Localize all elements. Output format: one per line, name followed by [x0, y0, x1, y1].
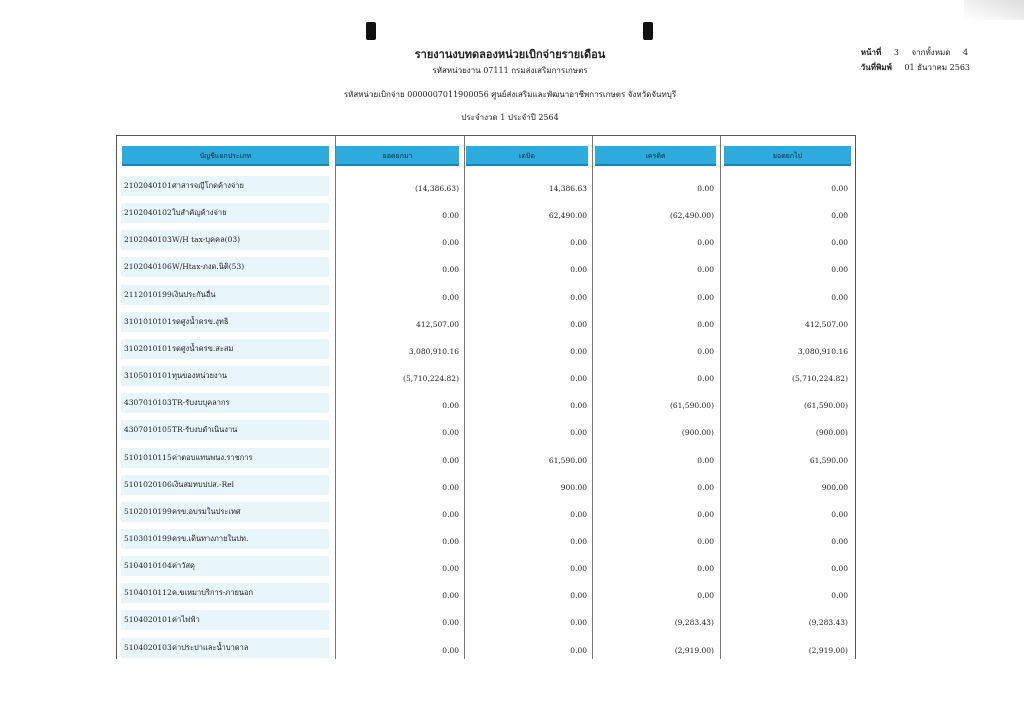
account-cell — [121, 339, 329, 359]
account-code: 5104020103 — [124, 642, 172, 652]
carried-forward-value: 3,080,910.16 — [797, 346, 848, 356]
table-row — [117, 339, 857, 359]
table-row — [117, 502, 857, 522]
credit-value: 0.00 — [697, 482, 714, 492]
page-corner-fold — [964, 0, 1024, 20]
page-info — [861, 45, 980, 75]
account-cell — [121, 230, 329, 250]
carried-forward-value: (61,590.00) — [803, 401, 848, 411]
account-code: 4307010105 — [124, 425, 172, 435]
table-row — [117, 529, 857, 549]
brought-forward-value: (5,710,224.82) — [403, 374, 459, 384]
credit-value: (62,490.00) — [669, 211, 714, 221]
credit-value: 0.00 — [697, 591, 714, 601]
account-name: เงินสมทบปปส.-Rel — [172, 479, 235, 489]
credit-value: 0.00 — [697, 564, 714, 574]
brought-forward-value: 0.00 — [442, 292, 459, 302]
account-name: W/Htax-ภงด.นิติ(53) — [172, 262, 245, 272]
account-name: ทุนของหน่วยงาน — [172, 371, 228, 381]
account-code: 5103010199 — [124, 533, 172, 543]
brought-forward-value: 0.00 — [442, 509, 459, 519]
page-number: 3 — [893, 48, 899, 57]
carried-forward-value: 0.00 — [831, 211, 848, 221]
debit-value: 0.00 — [570, 509, 587, 519]
table-row — [117, 475, 857, 495]
account-name: ค่าไฟฟ้า — [172, 615, 200, 625]
account-code: 5104010104 — [124, 561, 172, 571]
account-name: รดศูงน้ำครข.สะสม — [172, 343, 234, 353]
carried-forward-value: 0.00 — [831, 292, 848, 302]
page-label: หน้าที่ — [860, 47, 882, 57]
header-carried-forward: ยอดยกไป — [724, 146, 851, 166]
carried-forward-value: (2,919.00) — [808, 645, 848, 655]
credit-value: (9,283.43) — [674, 618, 714, 628]
table-row — [117, 610, 857, 630]
account-code: 5101020106 — [124, 479, 172, 489]
account-name: เงินประกันอื่น — [172, 289, 216, 299]
account-code: 2112010199 — [124, 289, 172, 299]
brought-forward-value: 0.00 — [442, 455, 459, 465]
header-credit: เครดิต — [595, 146, 716, 166]
account-code: 5101010115 — [124, 452, 172, 462]
debit-value: 0.00 — [570, 374, 587, 384]
account-name: ศาสารจญีโกดค้างจ่าย — [172, 181, 244, 190]
table-row — [117, 285, 857, 305]
header-account: บัญชีแยกประเภท — [122, 146, 329, 166]
debit-value: 0.00 — [570, 319, 587, 329]
account-cell — [121, 610, 329, 630]
account-code: 3105010101 — [124, 371, 172, 381]
table-row — [117, 203, 857, 223]
account-name: TR-รับงบบุคลากร — [172, 398, 230, 408]
debit-value: 0.00 — [570, 292, 587, 302]
header-debit: เดบิต — [466, 146, 588, 166]
debit-value: 0.00 — [570, 564, 587, 574]
table-row — [117, 393, 857, 413]
total-pages: 4 — [963, 48, 969, 57]
account-code: 5102010199 — [124, 506, 172, 516]
debit-value: 61,590.00 — [548, 455, 587, 465]
disbursement-unit-line: รหัสหน่วยเบิกจ่าย 0000007011900056 ศูนย์ส่งเสริมและพัฒนาอาชีพการเกษตร จังหวัดจันทบุรี — [343, 90, 677, 99]
punch-hole-right — [643, 22, 653, 40]
carried-forward-value: 0.00 — [831, 536, 848, 546]
credit-value: 0.00 — [697, 184, 714, 193]
brought-forward-value: 0.00 — [442, 265, 459, 275]
period-line: ประจำงวด 1 ประจำปี 2564 — [461, 113, 559, 122]
credit-value: 0.00 — [697, 509, 714, 519]
carried-forward-value: 0.00 — [831, 564, 848, 574]
credit-value: 0.00 — [697, 265, 714, 275]
report-title: รายงานงบทดลองหน่วยเบิกจ่ายรายเดือน — [414, 48, 606, 61]
brought-forward-value: 0.00 — [442, 211, 459, 221]
account-code: 3101010101 — [124, 316, 172, 326]
account-name: รดศูงน้ำครข.งุทธิ — [172, 316, 229, 326]
account-code: 4307010103 — [124, 398, 172, 408]
account-cell — [121, 285, 329, 305]
account-cell — [121, 502, 329, 522]
trial-balance-table — [116, 135, 856, 659]
account-name: ค่าประปาและน้ำบาดาล — [172, 642, 249, 652]
carried-forward-value: 0.00 — [831, 184, 848, 193]
brought-forward-value: 0.00 — [442, 238, 459, 248]
account-code: 2102040103 — [124, 235, 172, 245]
table-row — [117, 176, 857, 196]
table-row — [117, 638, 857, 658]
debit-value: 0.00 — [570, 536, 587, 546]
table-row — [117, 420, 857, 440]
account-name: ค่าวัสดุ — [172, 561, 195, 571]
brought-forward-value: 3,080,910.16 — [408, 346, 459, 356]
print-date-label: วันที่พิมพ์ — [860, 62, 892, 72]
carried-forward-value: 0.00 — [831, 591, 848, 601]
table-row — [117, 366, 857, 386]
account-code: 2102040102 — [124, 208, 172, 218]
account-cell — [121, 583, 329, 603]
account-cell — [121, 312, 329, 332]
brought-forward-value: 0.00 — [442, 536, 459, 546]
carried-forward-value: (900.00) — [815, 428, 848, 438]
account-name: ใบสำคัญค้างจ่าย — [172, 208, 227, 218]
credit-value: 0.00 — [697, 238, 714, 248]
header-brought-forward: ยอดยกมา — [336, 146, 459, 166]
brought-forward-value: 0.00 — [442, 645, 459, 655]
account-cell — [121, 475, 329, 495]
credit-value: (2,919.00) — [674, 645, 714, 655]
brought-forward-value: 0.00 — [442, 428, 459, 438]
table-row — [117, 448, 857, 468]
carried-forward-value: (9,283.43) — [808, 618, 848, 628]
table-row — [117, 583, 857, 603]
credit-value: 0.00 — [697, 455, 714, 465]
agency-line: รหัสหน่วยงาน 07111 กรมส่งเสริมการเกษตร — [432, 66, 588, 75]
debit-value: 0.00 — [570, 591, 587, 601]
account-name: W/H tax-บุคคล(03) — [172, 235, 241, 245]
punch-hole-left — [366, 22, 376, 40]
debit-value: 14,386.63 — [548, 184, 587, 193]
debit-value: 0.00 — [570, 265, 587, 275]
credit-value: (61,590.00) — [669, 401, 714, 411]
account-name: ค่าตอบแทนพนง.ราชการ — [172, 452, 253, 462]
table-row — [117, 230, 857, 250]
carried-forward-value: 61,590.00 — [809, 455, 848, 465]
table-row — [117, 556, 857, 576]
account-code: 5104020101 — [124, 615, 172, 625]
credit-value: 0.00 — [697, 374, 714, 384]
carried-forward-value: 412,507.00 — [805, 319, 848, 329]
debit-value: 0.00 — [570, 645, 587, 655]
account-name: ค.ขเหมาบริการ-ภายนอก — [172, 588, 254, 598]
brought-forward-value: (14,386.63) — [414, 184, 459, 193]
carried-forward-value: 900.00 — [821, 482, 848, 492]
account-name: ครข.เดินทางภายในปท. — [172, 533, 249, 543]
carried-forward-value: 0.00 — [831, 265, 848, 275]
print-date: 01 ธันวาคม 2563 — [904, 63, 970, 72]
total-pages-label: จากทั้งหมด — [911, 48, 951, 57]
account-cell — [121, 203, 329, 223]
debit-value: 0.00 — [570, 401, 587, 411]
brought-forward-value: 0.00 — [442, 482, 459, 492]
account-cell — [121, 529, 329, 549]
carried-forward-value: 0.00 — [831, 238, 848, 248]
account-cell — [121, 638, 329, 658]
brought-forward-value: 0.00 — [442, 591, 459, 601]
debit-value: 0.00 — [570, 238, 587, 248]
account-cell — [121, 176, 329, 196]
brought-forward-value: 0.00 — [442, 401, 459, 411]
credit-value: 0.00 — [697, 319, 714, 329]
account-cell — [121, 448, 329, 468]
account-cell — [121, 393, 329, 413]
account-name: TR-รับงบดำเนินงาน — [172, 425, 238, 435]
credit-value: 0.00 — [697, 346, 714, 356]
brought-forward-value: 0.00 — [442, 618, 459, 628]
brought-forward-value: 0.00 — [442, 564, 459, 574]
debit-value: 62,490.00 — [548, 211, 587, 221]
account-code: 2102040106 — [124, 262, 172, 272]
account-cell — [121, 366, 329, 386]
debit-value: 900.00 — [560, 482, 587, 492]
table-row — [117, 257, 857, 277]
account-name: ครข.อบรมในประเทศ — [172, 506, 241, 516]
account-cell — [121, 556, 329, 576]
debit-value: 0.00 — [570, 346, 587, 356]
account-code: 3102010101 — [124, 343, 172, 353]
credit-value: (900.00) — [681, 428, 714, 438]
debit-value: 0.00 — [570, 428, 587, 438]
carried-forward-value: 0.00 — [831, 509, 848, 519]
account-code: 5104010112 — [124, 588, 172, 598]
credit-value: 0.00 — [697, 536, 714, 546]
account-cell — [121, 257, 329, 277]
table-row — [117, 312, 857, 332]
credit-value: 0.00 — [697, 292, 714, 302]
account-code: 2102040101 — [124, 181, 172, 190]
brought-forward-value: 412,507.00 — [416, 319, 459, 329]
account-cell — [121, 420, 329, 440]
debit-value: 0.00 — [570, 618, 587, 628]
carried-forward-value: (5,710,224.82) — [792, 374, 848, 384]
